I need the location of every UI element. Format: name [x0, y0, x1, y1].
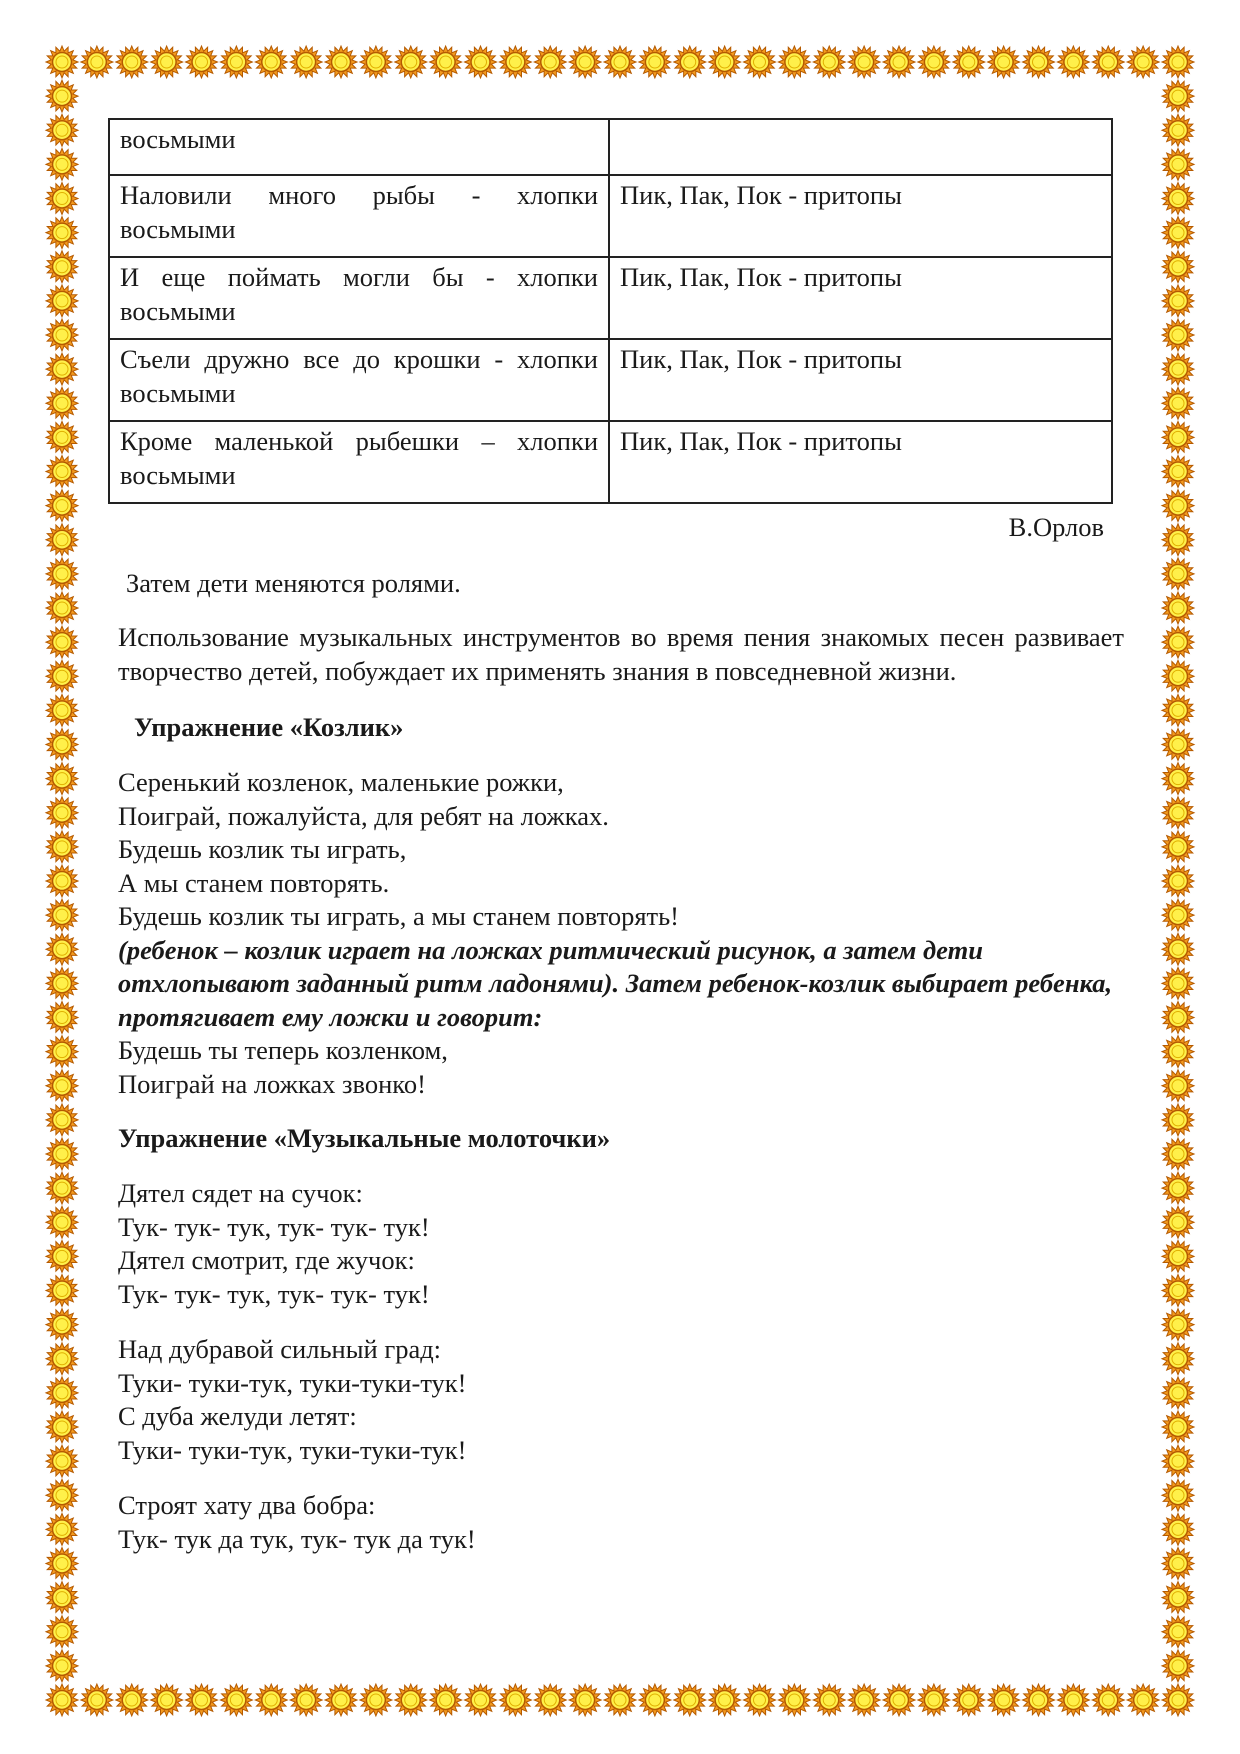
sun-ornament: [46, 148, 78, 180]
sun-ornament: [1162, 285, 1194, 317]
sun-ornament: [953, 46, 985, 78]
sun-ornament: [395, 1684, 427, 1716]
sun-ornament: [1162, 456, 1194, 488]
sun-ornament: [744, 1684, 776, 1716]
sun-ornament: [604, 1684, 636, 1716]
sun-ornament: [46, 1172, 78, 1204]
intro-text: Затем дети меняются ролями.: [126, 568, 461, 598]
sun-ornament: [46, 1240, 78, 1272]
sun-ornament: [46, 1206, 78, 1238]
sun-ornament: [325, 46, 357, 78]
verse-line: А мы станем повторять.: [118, 867, 390, 898]
sun-ornament: [1162, 1582, 1194, 1614]
sun-ornament: [1162, 387, 1194, 419]
sun-ornament: [604, 46, 636, 78]
sun-ornament: [465, 46, 497, 78]
sun-ornament: [46, 1002, 78, 1034]
sun-ornament: [46, 933, 78, 965]
sun-ornament: [1162, 1445, 1194, 1477]
sun-ornament: [81, 1684, 113, 1716]
sun-ornament: [46, 763, 78, 795]
sun-ornament: [709, 1684, 741, 1716]
verse-line: Над дубравой сильный град:: [118, 1334, 442, 1364]
sun-ornament: [988, 46, 1020, 78]
sun-ornament: [1162, 114, 1194, 146]
sun-ornament: [360, 46, 392, 78]
sun-ornament: [1162, 251, 1194, 283]
sun-ornament: [1162, 660, 1194, 692]
sun-ornament: [255, 1684, 287, 1716]
sun-ornament: [255, 46, 287, 78]
sun-ornament: [499, 1684, 531, 1716]
sun-ornament: [46, 1411, 78, 1443]
sun-ornament: [1162, 763, 1194, 795]
sun-ornament: [1162, 626, 1194, 658]
sun-ornament: [1162, 933, 1194, 965]
sun-ornament: [1162, 1411, 1194, 1443]
sun-ornament: [953, 1684, 985, 1716]
sun-ornament: [46, 729, 78, 761]
table-cell-lyrics: восьмыми: [109, 119, 609, 175]
sun-ornament: [46, 353, 78, 385]
sun-ornament: [1092, 46, 1124, 78]
verse-line: Поиграй, пожалуйста, для ребят на ложках.: [118, 800, 609, 831]
sun-ornament: [1162, 694, 1194, 726]
sun-ornament: [778, 46, 810, 78]
sun-ornament: [1162, 353, 1194, 385]
sun-ornament: [1162, 1172, 1194, 1204]
exercise-title-hammers: Упражнение «Музыкальные молоточки»: [118, 1123, 611, 1153]
sun-ornament: [1162, 1309, 1194, 1341]
verse-line: Поиграй на ложках звонко!: [118, 1068, 426, 1099]
hammers-stanza-3: [106, 1489, 1124, 1556]
sun-ornament: [1162, 831, 1194, 863]
sun-ornament: [1162, 1104, 1194, 1136]
table-row: [109, 339, 1112, 421]
sun-ornament: [1162, 1206, 1194, 1238]
table-cell-movement: Пик, Пак, Пок - притопы: [609, 339, 1112, 421]
sun-ornament: [848, 46, 880, 78]
hammers-stanza-2: [106, 1333, 1124, 1467]
sun-ornament: [186, 1684, 218, 1716]
author-signature: В.Орлов: [1008, 512, 1104, 542]
verse-line: Будешь козлик ты играть,: [118, 834, 407, 864]
sun-ornament: [395, 46, 427, 78]
sun-ornament: [988, 1684, 1020, 1716]
verse-line: Тук- тук да тук, тук- тук да тук!: [118, 1523, 476, 1554]
sun-ornament: [534, 46, 566, 78]
sun-ornament: [46, 1616, 78, 1648]
sun-ornament: [1127, 46, 1159, 78]
table-row: [109, 119, 1112, 175]
table-cell-movement: Пик, Пак, Пок - притопы: [609, 257, 1112, 339]
verse-line: Дятел сядет на сучок:: [118, 1178, 363, 1208]
sun-ornament: [918, 46, 950, 78]
sun-ornament: [1162, 797, 1194, 829]
sun-ornament: [220, 1684, 252, 1716]
sun-ornament: [1057, 1684, 1089, 1716]
sun-ornament: [1023, 1684, 1055, 1716]
sun-ornament: [46, 660, 78, 692]
sun-ornament: [46, 1070, 78, 1102]
sun-ornament: [46, 967, 78, 999]
sun-ornament: [46, 319, 78, 351]
sun-ornament: [1162, 967, 1194, 999]
poem-table: [108, 118, 1113, 504]
sun-ornament: [430, 46, 462, 78]
sun-ornament: [1162, 1513, 1194, 1545]
verse-line: Тук- тук- тук, тук- тук- тук!: [118, 1278, 430, 1309]
sun-ornament: [1162, 1036, 1194, 1068]
sun-ornament: [430, 1684, 462, 1716]
sun-ornament: [848, 1684, 880, 1716]
sun-ornament: [46, 1377, 78, 1409]
sun-ornament: [46, 285, 78, 317]
table-cell-lyrics: Съели дружно все до крошки - хлопки восьмыми: [109, 339, 609, 421]
sun-ornament: [46, 490, 78, 522]
table-row: [109, 421, 1112, 503]
sun-ornament: [46, 46, 78, 78]
sun-ornament: [1162, 46, 1194, 78]
sun-ornament: [1162, 490, 1194, 522]
sun-ornament: [46, 421, 78, 453]
table-cell-movement: [609, 119, 1112, 175]
sun-ornament: [46, 694, 78, 726]
sun-ornament: [883, 1684, 915, 1716]
verse-line: Будешь ты теперь козленком,: [118, 1035, 448, 1065]
sun-ornament: [1162, 1377, 1194, 1409]
sun-ornament: [1162, 183, 1194, 215]
sun-ornament: [1057, 46, 1089, 78]
sun-ornament: [1162, 1616, 1194, 1648]
sun-ornament: [569, 1684, 601, 1716]
sun-ornament: [46, 1445, 78, 1477]
verse-line: Дятел смотрит, где жучок:: [118, 1245, 415, 1275]
sun-ornament: [709, 46, 741, 78]
sun-ornament: [46, 1138, 78, 1170]
sun-ornament: [46, 1036, 78, 1068]
verse-line: Тук- тук- тук, тук- тук- тук!: [118, 1211, 430, 1242]
sun-ornament: [46, 831, 78, 863]
sun-ornament: [46, 114, 78, 146]
sun-ornament: [46, 592, 78, 624]
sun-ornament: [1162, 1650, 1194, 1682]
sun-ornament: [46, 217, 78, 249]
sun-ornament: [1162, 1138, 1194, 1170]
sun-ornament: [1127, 1684, 1159, 1716]
table-row: [109, 257, 1112, 339]
sun-ornament: [46, 626, 78, 658]
sun-ornament: [46, 1513, 78, 1545]
table-cell-movement: Пик, Пак, Пок - притопы: [609, 421, 1112, 503]
sun-ornament: [290, 1684, 322, 1716]
sun-ornament: [778, 1684, 810, 1716]
sun-ornament: [1162, 1548, 1194, 1580]
sun-ornament: [46, 1684, 78, 1716]
sun-ornament: [1162, 319, 1194, 351]
sun-ornament: [325, 1684, 357, 1716]
sun-ornament: [186, 46, 218, 78]
sun-ornament: [46, 865, 78, 897]
sun-ornament: [116, 1684, 148, 1716]
sun-ornament: [1162, 1343, 1194, 1375]
sun-ornament: [46, 1479, 78, 1511]
sun-ornament: [46, 183, 78, 215]
sun-ornament: [883, 46, 915, 78]
sun-ornament: [46, 1309, 78, 1341]
sun-ornament: [639, 46, 671, 78]
sun-ornament: [1162, 148, 1194, 180]
sun-ornament: [220, 46, 252, 78]
sun-ornament: [46, 1548, 78, 1580]
kozlik-verse-2: [106, 1034, 1124, 1101]
sun-ornament: [465, 1684, 497, 1716]
sun-ornament: [1162, 558, 1194, 590]
sun-ornament: [290, 46, 322, 78]
sun-ornament: [46, 558, 78, 590]
sun-ornament: [46, 797, 78, 829]
sun-ornament: [674, 46, 706, 78]
sun-ornament: [46, 1104, 78, 1136]
table-cell-lyrics: Наловили много рыбы - хлопки восьмыми: [109, 175, 609, 257]
sun-ornament: [46, 899, 78, 931]
sun-ornament: [151, 1684, 183, 1716]
sun-ornament: [1162, 421, 1194, 453]
sun-ornament: [46, 1275, 78, 1307]
sun-ornament: [1162, 865, 1194, 897]
sun-ornament: [46, 387, 78, 419]
verse-line: Строят хату два бобра:: [118, 1490, 376, 1520]
exercise-title-kozlik: Упражнение «Козлик»: [134, 712, 404, 742]
sun-ornament: [360, 1684, 392, 1716]
sun-ornament: [1162, 1002, 1194, 1034]
sun-ornament: [1162, 217, 1194, 249]
verse-line: Будешь козлик ты играть, а мы станем повторять!: [118, 901, 680, 931]
sun-ornament: [744, 46, 776, 78]
kozlik-instruction: (ребенок – козлик играет на ложках ритмический рисунок, а затем дети отхлопывают заданный ритм ладонями). Затем ребенок-козлик выбирает ребенка, протягивает ему ложки и говорит:: [118, 934, 1113, 1032]
sun-ornament: [1162, 80, 1194, 112]
sun-ornament: [639, 1684, 671, 1716]
table-cell-movement: Пик, Пак, Пок - притопы: [609, 175, 1112, 257]
sun-ornament: [46, 1650, 78, 1682]
sun-ornament: [46, 456, 78, 488]
sun-ornament: [1162, 899, 1194, 931]
sun-ornament: [46, 80, 78, 112]
sun-ornament: [918, 1684, 950, 1716]
sun-ornament: [1092, 1684, 1124, 1716]
verse-line: Туки- туки-тук, туки-туки-тук!: [118, 1367, 467, 1398]
sun-ornament: [1162, 592, 1194, 624]
sun-ornament: [46, 1582, 78, 1614]
sun-ornament: [674, 1684, 706, 1716]
sun-ornament: [1162, 1684, 1194, 1716]
sun-ornament: [46, 251, 78, 283]
sun-ornament: [81, 46, 113, 78]
sun-ornament: [1162, 1240, 1194, 1272]
sun-ornament: [116, 46, 148, 78]
sun-ornament: [151, 46, 183, 78]
sun-ornament: [569, 46, 601, 78]
table-cell-lyrics: И еще поймать могли бы - хлопки восьмыми: [109, 257, 609, 339]
sun-ornament: [813, 1684, 845, 1716]
hammers-stanza-1: [106, 1177, 1124, 1311]
body-paragraph: Использование музыкальных инструментов во время пения знакомых песен развивает творчество детей, побуждает их применять знания в повседневной жизни.: [118, 622, 1124, 686]
sun-ornament: [813, 46, 845, 78]
sun-ornament: [1162, 524, 1194, 556]
sun-ornament: [499, 46, 531, 78]
page-content: [106, 118, 1124, 1578]
sun-ornament: [46, 1343, 78, 1375]
sun-ornament: [1162, 1070, 1194, 1102]
sun-ornament: [1162, 729, 1194, 761]
verse-line: Серенький козленок, маленькие рожки,: [118, 767, 564, 797]
sun-ornament: [534, 1684, 566, 1716]
sun-ornament: [1023, 46, 1055, 78]
sun-ornament: [1162, 1275, 1194, 1307]
verse-line: С дуба желуди летят:: [118, 1401, 357, 1431]
verse-line: Туки- туки-тук, туки-туки-тук!: [118, 1434, 467, 1465]
table-row: [109, 175, 1112, 257]
sun-ornament: [46, 524, 78, 556]
kozlik-verse: [106, 766, 1124, 934]
table-cell-lyrics: Кроме маленькой рыбешки – хлопки восьмыми: [109, 421, 609, 503]
sun-ornament: [1162, 1479, 1194, 1511]
